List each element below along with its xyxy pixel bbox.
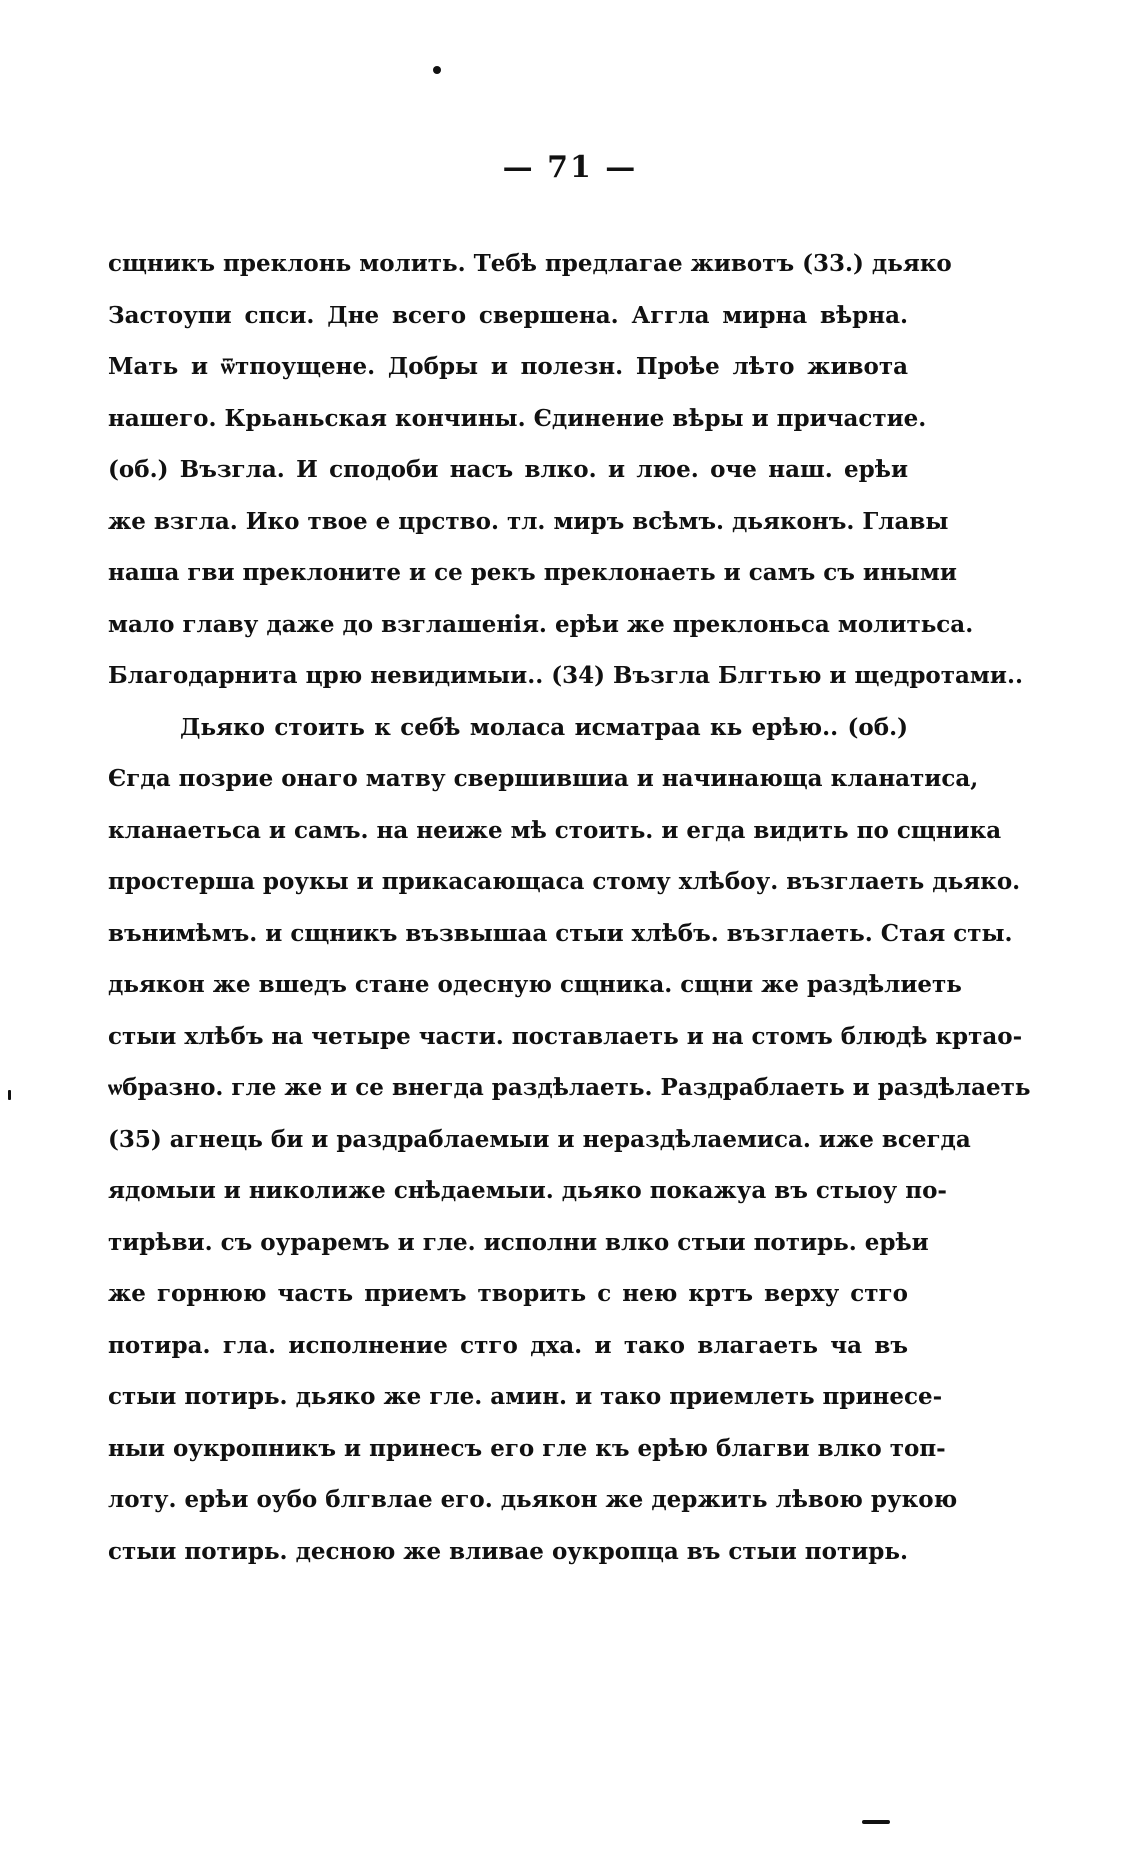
text-line: Застоупи спси. Дне всего свершена. Аггла мирна вѣрна. xyxy=(108,301,908,329)
paragraph-start-line: Дьяко стоить к себѣ моласа исматраа кь ерѣю.. (об.) xyxy=(180,713,908,741)
text-line: простерша роукы и прикасающаса стому хлѣбоу. възглаеть дьяко. xyxy=(108,868,1021,895)
text-line: стыи потирь. десною же вливае оукропца въ стыи потирь. xyxy=(108,1537,908,1565)
page-number: — 71 — xyxy=(502,150,638,185)
text-line: же горнюю часть приемъ творить с нею кртъ верху стго xyxy=(108,1280,908,1307)
text-line: наша гви преклоните и се рекъ преклонаеть и самъ съ иными xyxy=(108,559,957,586)
text-line: сщникъ преклонь молить. Тебѣ предлагае животъ (33.) дьяко xyxy=(108,250,952,277)
text-line: нашего. Крьаньская кончины. Єдинение вѣры и причастие. xyxy=(108,404,927,432)
text-line: Єгда позрие онаго матву свершившиа и начинающа кланатиса, xyxy=(108,765,979,792)
text-line: (35) агнець би и раздраблаемыи и нераздѣлаемиса. иже всегда xyxy=(108,1125,971,1153)
text-line: потира. гла. исполнение стго дха. и тако влагаеть ча въ xyxy=(108,1331,908,1359)
text-line: стыи хлѣбъ на четыре части. поставлаеть и на стомъ блюдѣ кртао- xyxy=(108,1022,1023,1050)
text-line: лоту. ерѣи оубо блгвлае его. дьякон же держить лѣвою рукою xyxy=(108,1486,958,1513)
text-line: же взгла. Ико твое е црство. тл. миръ всѣмъ. дьяконъ. Главы xyxy=(108,507,949,535)
ink-speck-left xyxy=(8,1090,11,1100)
text-line: ядомыи и николиже снѣдаемыи. дьяко покажуа въ стыоу по- xyxy=(108,1177,947,1204)
text-line: ѡбразно. гле же и се внегда раздѣлаеть. Раздраблаеть и раздѣлаеть xyxy=(108,1074,1031,1101)
text-line: кланаетьса и самъ. на неиже мѣ стоить. и егда видить по сщника xyxy=(108,816,1002,844)
text-line: Благодарнита црю невидимыи.. (34) Възгла Блгтью и щедротами.. xyxy=(108,662,1023,689)
margin-mark-bottom-right xyxy=(862,1820,890,1824)
text-line: вънимѣмъ. и сщникъ възвышаа стыи хлѣбъ. възглаеть. Стая сты. xyxy=(108,919,1013,947)
text-line: тирѣви. съ оураремъ и гле. исполни влко стыи потирь. ерѣи xyxy=(108,1228,929,1256)
text-line: ныи оукропникъ и принесъ его гле къ ерѣю благви влко топ- xyxy=(108,1434,946,1462)
text-line: (об.) Възгла. И сподоби насъ влко. и люе. оче наш. ерѣи xyxy=(108,456,908,483)
text-line: дьякон же вшедъ стане одесную сщника. сщни же раздѣлиеть xyxy=(108,971,962,998)
text-line: Мать и ѿтпоущене. Добры и полезн. Проѣе лѣто живота xyxy=(108,353,908,380)
text-line: мало главу даже до взглашенія. ерѣи же преклоньса молитьса. xyxy=(108,610,974,638)
text-line: стыи потирь. дьяко же гле. амин. и тако приемлеть принесе- xyxy=(108,1383,943,1410)
body-text xyxy=(108,238,1031,1577)
ink-speck-top xyxy=(433,66,441,74)
